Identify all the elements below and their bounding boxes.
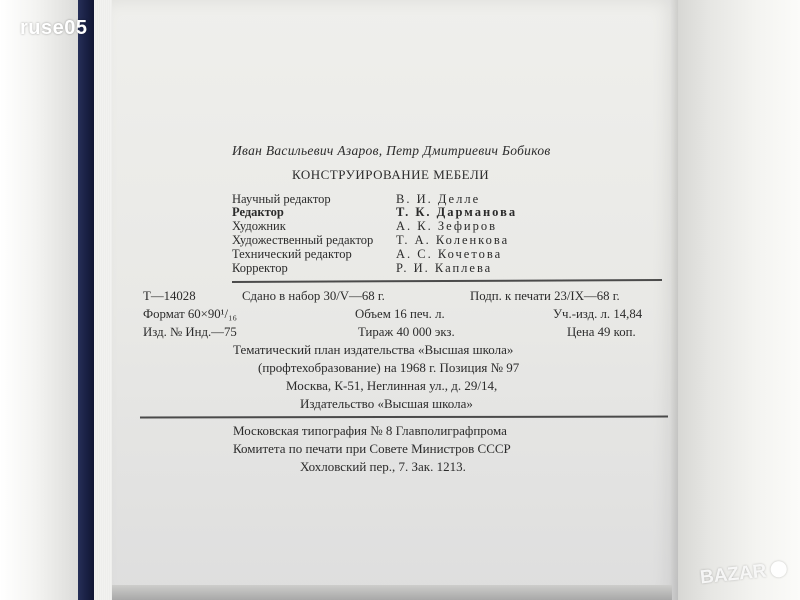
printer-line: Комитета по печати при Совете Министров СССР — [233, 441, 511, 456]
book-cover-edge — [78, 0, 94, 600]
credit-name: Р. И. Каплева — [396, 261, 493, 275]
credit-name: А. К. Зефиров — [396, 219, 498, 233]
facing-page — [678, 0, 800, 600]
plan-line: Тематический план издательства «Высшая школа» — [233, 342, 514, 357]
watermark-bottom-right-text: BAZAR — [699, 560, 768, 589]
print-sign-date: Подп. к печати 23/IX—68 г. — [470, 289, 620, 303]
watermark-top-left: ruse05 — [20, 17, 88, 39]
typeset-date: Сдано в набор 30/V—68 г. — [242, 289, 385, 303]
credit-name: Т. А. Коленкова — [396, 233, 510, 247]
authors-line: Иван Васильевич Азаров, Петр Дмитриевич Бобиков — [232, 143, 551, 158]
printer-line: Московская типография № 8 Главполиграфпрома — [233, 423, 507, 438]
publication-number: Изд. № Инд.—75 — [143, 325, 237, 339]
format: Формат 60×90¹/₁₆ — [143, 307, 237, 321]
credit-role: Редактор — [232, 205, 284, 219]
publication-id: Т—14028 — [143, 289, 196, 303]
credit-name: А. С. Кочетова — [396, 247, 503, 261]
print-run: Тираж 40 000 экз. — [358, 325, 455, 339]
plan-line: Москва, К-51, Неглинная ул., д. 29/14, — [286, 378, 498, 393]
left-cover-margin — [0, 0, 78, 600]
publisher-sheets: Уч.-изд. л. 14,84 — [553, 307, 643, 321]
credit-role: Научный редактор — [232, 192, 331, 206]
page-stack-edge — [94, 0, 113, 600]
book-title: КОНСТРУИРОВАНИЕ МЕБЕЛИ — [292, 167, 490, 182]
plan-line: Издательство «Высшая школа» — [300, 396, 473, 411]
credit-name: В. И. Делле — [396, 192, 481, 206]
watermark-logo-dot — [769, 561, 787, 579]
credit-role: Технический редактор — [232, 247, 352, 261]
credit-role: Художник — [232, 219, 286, 233]
volume: Объем 16 печ. л. — [355, 307, 445, 321]
plan-line: (профтехобразование) на 1968 г. Позиция № 97 — [258, 360, 520, 375]
credit-role: Художественный редактор — [232, 233, 374, 247]
printer-line: Хохловский пер., 7. Зак. 1213. — [300, 459, 466, 474]
page-bottom-edge — [112, 585, 672, 600]
credit-role: Корректор — [232, 261, 288, 275]
price: Цена 49 коп. — [567, 325, 636, 339]
credit-name: Т. К. Дарманова — [396, 205, 518, 219]
